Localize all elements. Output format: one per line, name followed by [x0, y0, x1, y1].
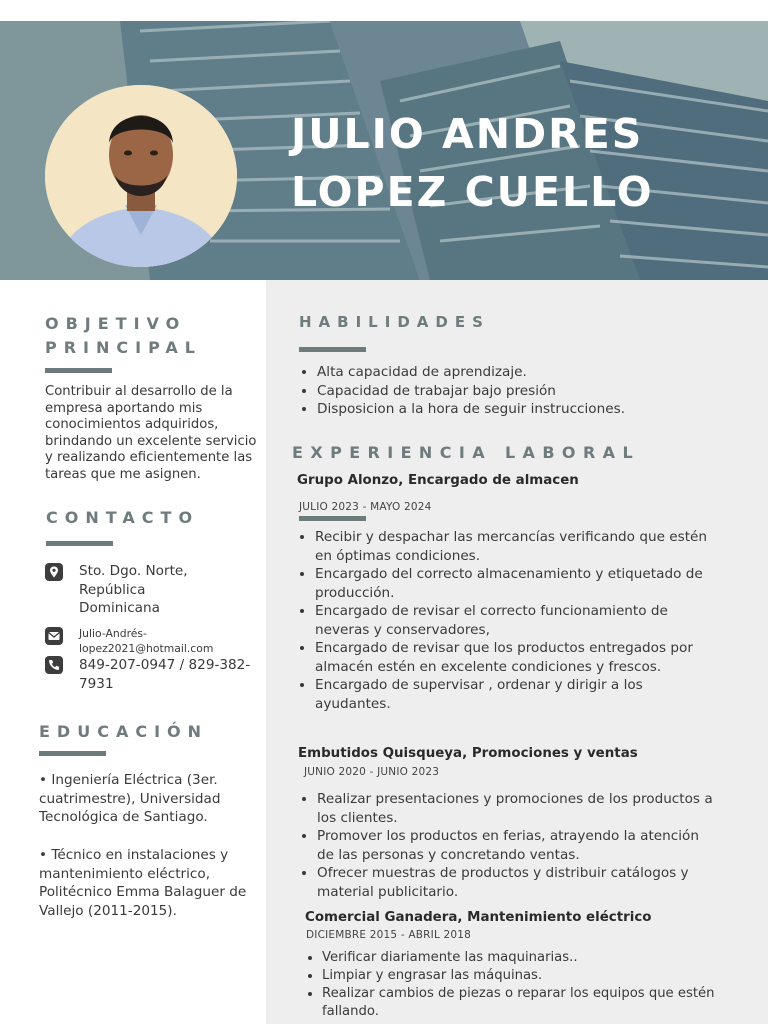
job-title-2: Embutidos Quisqueya, Promociones y ventas [298, 746, 638, 761]
educacion-divider [39, 751, 106, 756]
educacion-title: EDUCACIÓN [39, 722, 209, 741]
contacto-title: CONTACTO [46, 508, 200, 527]
habilidades-title: HABILIDADES [299, 313, 490, 331]
objetivo-divider [45, 368, 112, 373]
objetivo-title [45, 312, 202, 360]
job-1-list [297, 528, 715, 713]
objetivo-title-line-1: OBJETIVO [45, 314, 187, 333]
objetivo-title-line-2: PRINCIPAL [45, 338, 202, 357]
phone-icon [45, 656, 63, 674]
list-item: • Alta capacidad de aprendizaje. [317, 363, 757, 382]
list-item: • Encargado del correcto almacenamiento y etiquetado de producción. [315, 565, 715, 602]
list-item: • Encargado de supervisar , ordenar y dirigir a los ayudantes. [315, 676, 715, 713]
name-line-2: LOPEZ CUELLO [291, 168, 654, 216]
list-item: • Limpiar y engrasar las máquinas. [322, 967, 722, 985]
list-item: • Realizar presentaciones y promociones de los productos a los clientes. [317, 790, 717, 827]
contact-email[interactable]: Julio-Andrés-lopez2021@hotmail.com [79, 627, 214, 655]
name-line-1: JULIO ANDRES [291, 110, 644, 158]
contact-address: Sto. Dgo. Norte, República Dominicana [79, 563, 188, 616]
job-date-1: JULIO 2023 - MAYO 2024 [299, 501, 432, 513]
job-date-2: JUNIO 2020 - JUNIO 2023 [304, 766, 440, 778]
objetivo-text: Contribuir al desarrollo de la empresa aportando mis conocimientos adquiridos, brindando un excelente servicio y realizando eficientemente las tareas que me asignen. [45, 384, 257, 482]
list-item: • Verificar diariamente las maquinarias.. [322, 949, 722, 967]
job-3-list [304, 949, 722, 1021]
profile-photo [45, 85, 237, 267]
list-item: • Ofrecer muestras de productos y distribuir catálogos y material publicitario. [317, 864, 717, 901]
list-item: • Promover los productos en ferias, atrayendo la atención de las personas y concretando ventas. [317, 827, 717, 864]
email-icon [45, 627, 63, 645]
candidate-name [291, 105, 654, 221]
job-title-3: Comercial Ganadera, Mantenimiento eléctrico [305, 910, 652, 925]
list-item: • Encargado de revisar el correcto funcionamiento de neveras y conservadores, [315, 602, 715, 639]
list-item: • Disposicion a la hora de seguir instrucciones. [317, 400, 757, 419]
education-item-1: • Ingeniería Eléctrica (3er. cuatrimestre), Universidad Tecnológica de Santiago. [39, 772, 221, 825]
contact-phone[interactable]: 849-207-0947 / 829-382-7931 [79, 657, 251, 692]
contacto-divider [46, 541, 113, 546]
education-item-2: • Técnico en instalaciones y mantenimiento eléctrico, Politécnico Emma Balaguer de Vallejo (2011-2015). [39, 847, 247, 919]
job-1-divider [299, 516, 366, 521]
header-banner [0, 21, 768, 280]
list-item: • Capacidad de trabajar bajo presión [317, 382, 757, 401]
list-item: • Recibir y despachar las mercancías verificando que estén en óptimas condiciones. [315, 528, 715, 565]
habilidades-divider [299, 347, 366, 352]
top-margin [0, 0, 768, 21]
experiencia-title: EXPERIENCIA LABORAL [292, 443, 641, 462]
job-date-3: DICIEMBRE 2015 - ABRIL 2018 [306, 929, 472, 941]
job-2-list [299, 790, 717, 901]
location-icon [45, 563, 63, 581]
habilidades-list [299, 363, 757, 419]
list-item: • Encargado de revisar que los productos entregados por almacén estén en excelente condiciones y frescos. [315, 639, 715, 676]
job-title-1: Grupo Alonzo, Encargado de almacen [297, 473, 579, 488]
list-item: • Realizar cambios de piezas o reparar los equipos que estén fallando. [322, 985, 722, 1021]
